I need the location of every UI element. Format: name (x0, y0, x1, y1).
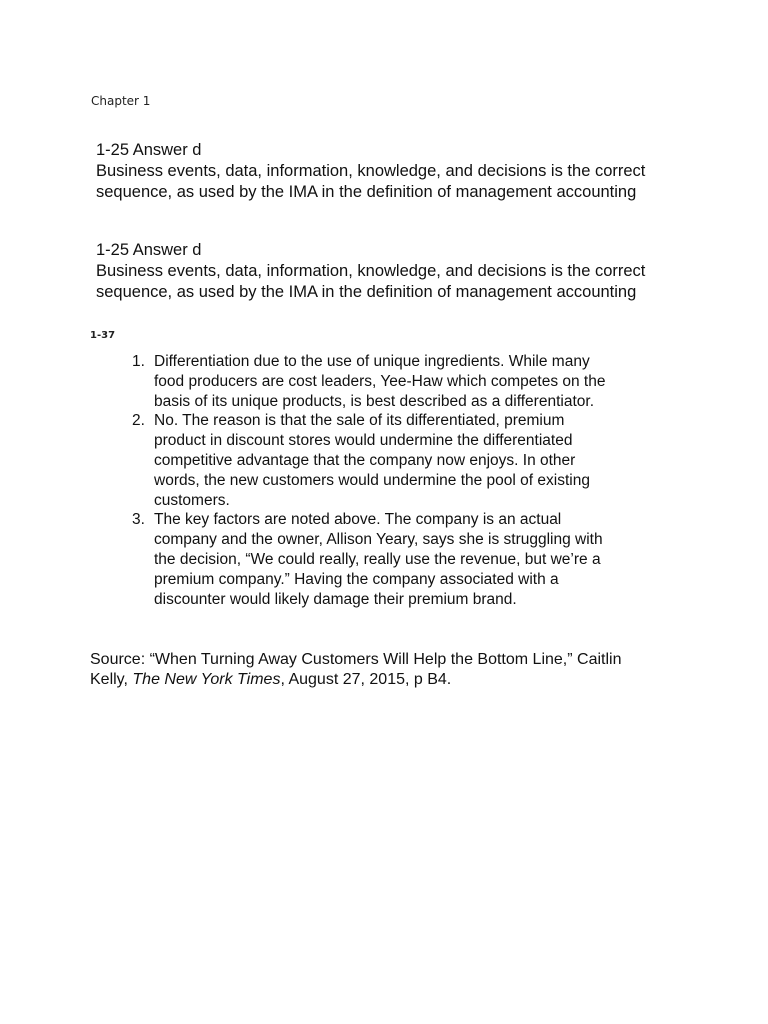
source-line (90, 670, 710, 690)
problem-label: 1-37 (90, 330, 116, 341)
list-line: customers. (154, 491, 230, 509)
list-item (132, 352, 672, 411)
list-line: Differentiation due to the use of unique ingredients. While many (154, 353, 590, 370)
answer-block-2 (96, 240, 696, 303)
list-line: words, the new customers would undermine the pool of existing (154, 471, 590, 489)
answer-line: sequence, as used by the IMA in the definition of management accounting (96, 183, 637, 201)
source-citation (90, 650, 710, 690)
answer-line: sequence, as used by the IMA in the definition of management accounting (96, 283, 637, 301)
list-line: product in discount stores would undermine the differentiated (154, 432, 573, 450)
list-line: The key factors are noted above. The company is an actual (154, 511, 562, 529)
list-item (132, 411, 672, 510)
list-line: competitive advantage that the company now enjoys. In other (154, 451, 576, 469)
list-item (132, 510, 672, 609)
numbered-answer-list (132, 352, 672, 609)
list-number: 2. (132, 412, 145, 430)
list-line: basis of its unique products, is best described as a differentiator. (154, 392, 594, 410)
list-line: discounter would likely damage their premium brand. (154, 590, 517, 608)
answer-heading: 1-25 Answer d (96, 241, 202, 259)
list-line: premium company.” Having the company associated with a (154, 570, 559, 588)
source-author: Kelly, (90, 671, 133, 688)
list-number: 1. (132, 353, 145, 370)
list-number: 3. (132, 511, 145, 529)
answer-line: Business events, data, information, knowledge, and decisions is the correct (96, 162, 646, 180)
answer-text (96, 261, 696, 303)
source-date: , August 27, 2015, p B4. (280, 671, 452, 688)
source-line: Source: “When Turning Away Customers Will Help the Bottom Line,” Caitlin (90, 651, 622, 668)
answer-line: Business events, data, information, knowledge, and decisions is the correct (96, 262, 646, 280)
list-line: No. The reason is that the sale of its differentiated, premium (154, 412, 565, 430)
list-line: company and the owner, Allison Yeary, says she is struggling with (154, 531, 603, 549)
answer-heading: 1-25 Answer d (96, 141, 202, 159)
list-line: food producers are cost leaders, Yee-Haw which competes on the (154, 372, 606, 390)
answer-block-1 (96, 140, 696, 203)
list-line: the decision, “We could really, really use the revenue, but we’re a (154, 550, 601, 568)
source-publication: The New York Times (132, 671, 281, 688)
chapter-label: Chapter 1 (91, 94, 151, 108)
answer-text (96, 161, 696, 203)
